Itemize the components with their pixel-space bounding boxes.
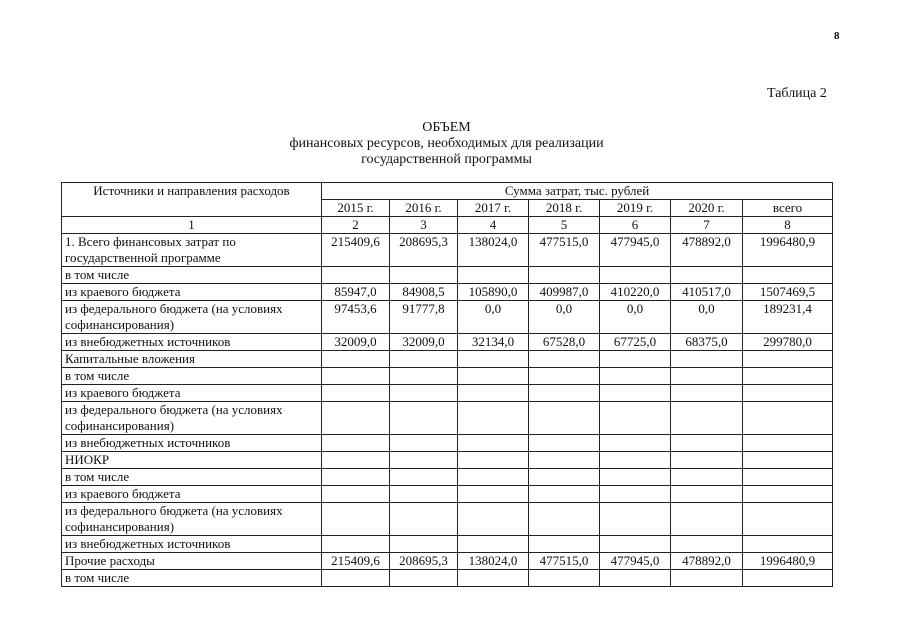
- row-value: [529, 452, 600, 469]
- table-row: [62, 402, 833, 435]
- table-row: [62, 570, 833, 587]
- row-value: [600, 385, 671, 402]
- row-value: 477515,0: [529, 553, 600, 570]
- column-number-row: [62, 217, 833, 234]
- row-value: [458, 503, 529, 536]
- row-value: [458, 385, 529, 402]
- row-value: [322, 536, 390, 553]
- row-value: 215409,6: [322, 553, 390, 570]
- row-label: из внебюджетных источников: [62, 536, 322, 553]
- row-value: [390, 267, 458, 284]
- row-total-value: [743, 385, 833, 402]
- row-value: 84908,5: [390, 284, 458, 301]
- table-row: [62, 334, 833, 351]
- row-total-value: [743, 570, 833, 587]
- row-value: 67725,0: [600, 334, 671, 351]
- row-value: [671, 267, 743, 284]
- year-header: 2018 г.: [529, 200, 600, 217]
- year-header: 2019 г.: [600, 200, 671, 217]
- row-total-value: 189231,4: [743, 301, 833, 334]
- year-header: 2017 г.: [458, 200, 529, 217]
- row-value: 215409,6: [322, 234, 390, 267]
- row-value: 409987,0: [529, 284, 600, 301]
- row-value: [671, 536, 743, 553]
- row-value: [529, 368, 600, 385]
- row-total-value: 1996480,9: [743, 234, 833, 267]
- row-value: [458, 570, 529, 587]
- row-value: 85947,0: [322, 284, 390, 301]
- financial-resources-table: [61, 182, 833, 587]
- row-value: [458, 402, 529, 435]
- row-value: [322, 368, 390, 385]
- row-label: в том числе: [62, 570, 322, 587]
- row-value: 138024,0: [458, 234, 529, 267]
- row-value: [671, 570, 743, 587]
- row-value: 105890,0: [458, 284, 529, 301]
- row-value: [390, 435, 458, 452]
- total-header: всего: [743, 200, 833, 217]
- row-value: [322, 267, 390, 284]
- row-label: из внебюджетных источников: [62, 435, 322, 452]
- row-value: 97453,6: [322, 301, 390, 334]
- row-value: 0,0: [600, 301, 671, 334]
- row-label: из краевого бюджета: [62, 486, 322, 503]
- row-value: [322, 435, 390, 452]
- column-number: 2: [322, 217, 390, 234]
- row-value: [600, 469, 671, 486]
- row-value: [600, 536, 671, 553]
- row-value: [322, 452, 390, 469]
- row-label: из внебюджетных источников: [62, 334, 322, 351]
- row-value: [322, 486, 390, 503]
- row-label: из краевого бюджета: [62, 385, 322, 402]
- row-value: 477945,0: [600, 553, 671, 570]
- table-row: [62, 452, 833, 469]
- row-total-value: [743, 469, 833, 486]
- column-number: 1: [62, 217, 322, 234]
- row-value: 478892,0: [671, 234, 743, 267]
- row-value: 32009,0: [390, 334, 458, 351]
- row-total-value: [743, 368, 833, 385]
- row-value: 208695,3: [390, 553, 458, 570]
- row-value: 477515,0: [529, 234, 600, 267]
- row-value: [458, 469, 529, 486]
- row-value: [390, 402, 458, 435]
- row-value: [600, 486, 671, 503]
- row-value: [600, 402, 671, 435]
- col-header-sources: Источники и направления расходов: [62, 183, 322, 217]
- row-total-value: [743, 536, 833, 553]
- row-value: [529, 402, 600, 435]
- row-value: [458, 452, 529, 469]
- row-value: [458, 486, 529, 503]
- year-header: 2015 г.: [322, 200, 390, 217]
- row-value: [671, 435, 743, 452]
- row-value: [322, 385, 390, 402]
- year-header: 2016 г.: [390, 200, 458, 217]
- table-row: [62, 301, 833, 334]
- row-value: [322, 402, 390, 435]
- row-label: 1. Всего финансовых затрат по государственной программе: [62, 234, 322, 267]
- row-value: [390, 368, 458, 385]
- row-value: 478892,0: [671, 553, 743, 570]
- row-value: 0,0: [458, 301, 529, 334]
- row-value: [529, 351, 600, 368]
- row-value: 32009,0: [322, 334, 390, 351]
- row-value: [600, 435, 671, 452]
- row-value: [529, 435, 600, 452]
- table-row: [62, 385, 833, 402]
- row-value: [600, 267, 671, 284]
- row-value: [322, 503, 390, 536]
- row-value: [390, 503, 458, 536]
- row-label: НИОКР: [62, 452, 322, 469]
- row-value: [671, 503, 743, 536]
- page-number: 8: [834, 30, 840, 42]
- row-value: [671, 402, 743, 435]
- row-total-value: [743, 486, 833, 503]
- column-number: 7: [671, 217, 743, 234]
- row-value: [458, 536, 529, 553]
- row-value: [600, 503, 671, 536]
- row-value: [529, 486, 600, 503]
- row-value: 67528,0: [529, 334, 600, 351]
- row-value: [600, 452, 671, 469]
- row-value: [529, 536, 600, 553]
- row-value: [671, 469, 743, 486]
- row-value: 208695,3: [390, 234, 458, 267]
- row-value: 0,0: [529, 301, 600, 334]
- row-value: [529, 503, 600, 536]
- row-label: из федерального бюджета (на условиях софинансирования): [62, 402, 322, 435]
- row-value: 32134,0: [458, 334, 529, 351]
- row-value: [322, 469, 390, 486]
- row-label: в том числе: [62, 267, 322, 284]
- row-value: [390, 452, 458, 469]
- column-number: 3: [390, 217, 458, 234]
- table-row: [62, 234, 833, 267]
- row-total-value: [743, 267, 833, 284]
- row-value: [458, 435, 529, 452]
- title-line-3: государственной программы: [361, 152, 532, 167]
- row-label: Капитальные вложения: [62, 351, 322, 368]
- row-value: 68375,0: [671, 334, 743, 351]
- row-value: [458, 267, 529, 284]
- row-value: [390, 351, 458, 368]
- row-total-value: [743, 452, 833, 469]
- row-total-value: [743, 435, 833, 452]
- row-value: 138024,0: [458, 553, 529, 570]
- row-value: [529, 267, 600, 284]
- row-value: 410517,0: [671, 284, 743, 301]
- row-value: [458, 368, 529, 385]
- row-value: [529, 570, 600, 587]
- row-total-value: 1996480,9: [743, 553, 833, 570]
- year-header: 2020 г.: [671, 200, 743, 217]
- document-title: [0, 120, 893, 168]
- row-value: [322, 570, 390, 587]
- row-value: [390, 536, 458, 553]
- row-value: [458, 351, 529, 368]
- table-row: [62, 469, 833, 486]
- row-value: [600, 368, 671, 385]
- column-number: 8: [743, 217, 833, 234]
- row-value: [529, 469, 600, 486]
- row-value: [600, 570, 671, 587]
- row-value: 91777,8: [390, 301, 458, 334]
- table-row: [62, 368, 833, 385]
- row-label: в том числе: [62, 469, 322, 486]
- row-value: [671, 351, 743, 368]
- table-row: [62, 284, 833, 301]
- row-value: [600, 351, 671, 368]
- row-total-value: [743, 351, 833, 368]
- row-total-value: [743, 503, 833, 536]
- row-value: [390, 469, 458, 486]
- column-number: 6: [600, 217, 671, 234]
- column-number: 4: [458, 217, 529, 234]
- row-value: [390, 486, 458, 503]
- title-line-1: ОБЪЕМ: [422, 120, 471, 135]
- row-label: Прочие расходы: [62, 553, 322, 570]
- table-row: [62, 267, 833, 284]
- row-value: [390, 385, 458, 402]
- row-value: [671, 486, 743, 503]
- col-header-sum: Сумма затрат, тыс. рублей: [322, 183, 833, 200]
- row-total-value: 1507469,5: [743, 284, 833, 301]
- row-value: [529, 385, 600, 402]
- table-row: [62, 486, 833, 503]
- row-label: из федерального бюджета (на условиях софинансирования): [62, 301, 322, 334]
- row-label: в том числе: [62, 368, 322, 385]
- row-value: 477945,0: [600, 234, 671, 267]
- row-value: 0,0: [671, 301, 743, 334]
- row-total-value: [743, 402, 833, 435]
- table-label: Таблица 2: [767, 86, 827, 101]
- title-line-2: финансовых ресурсов, необходимых для реализации: [289, 136, 604, 151]
- table-row: [62, 351, 833, 368]
- table-row: [62, 536, 833, 553]
- table-row: [62, 553, 833, 570]
- row-value: 410220,0: [600, 284, 671, 301]
- row-label: из краевого бюджета: [62, 284, 322, 301]
- row-label: из федерального бюджета (на условиях софинансирования): [62, 503, 322, 536]
- row-value: [671, 385, 743, 402]
- row-value: [322, 351, 390, 368]
- header-row-1: [62, 183, 833, 200]
- table-row: [62, 503, 833, 536]
- row-value: [671, 452, 743, 469]
- table-row: [62, 435, 833, 452]
- column-number: 5: [529, 217, 600, 234]
- row-total-value: 299780,0: [743, 334, 833, 351]
- row-value: [390, 570, 458, 587]
- row-value: [671, 368, 743, 385]
